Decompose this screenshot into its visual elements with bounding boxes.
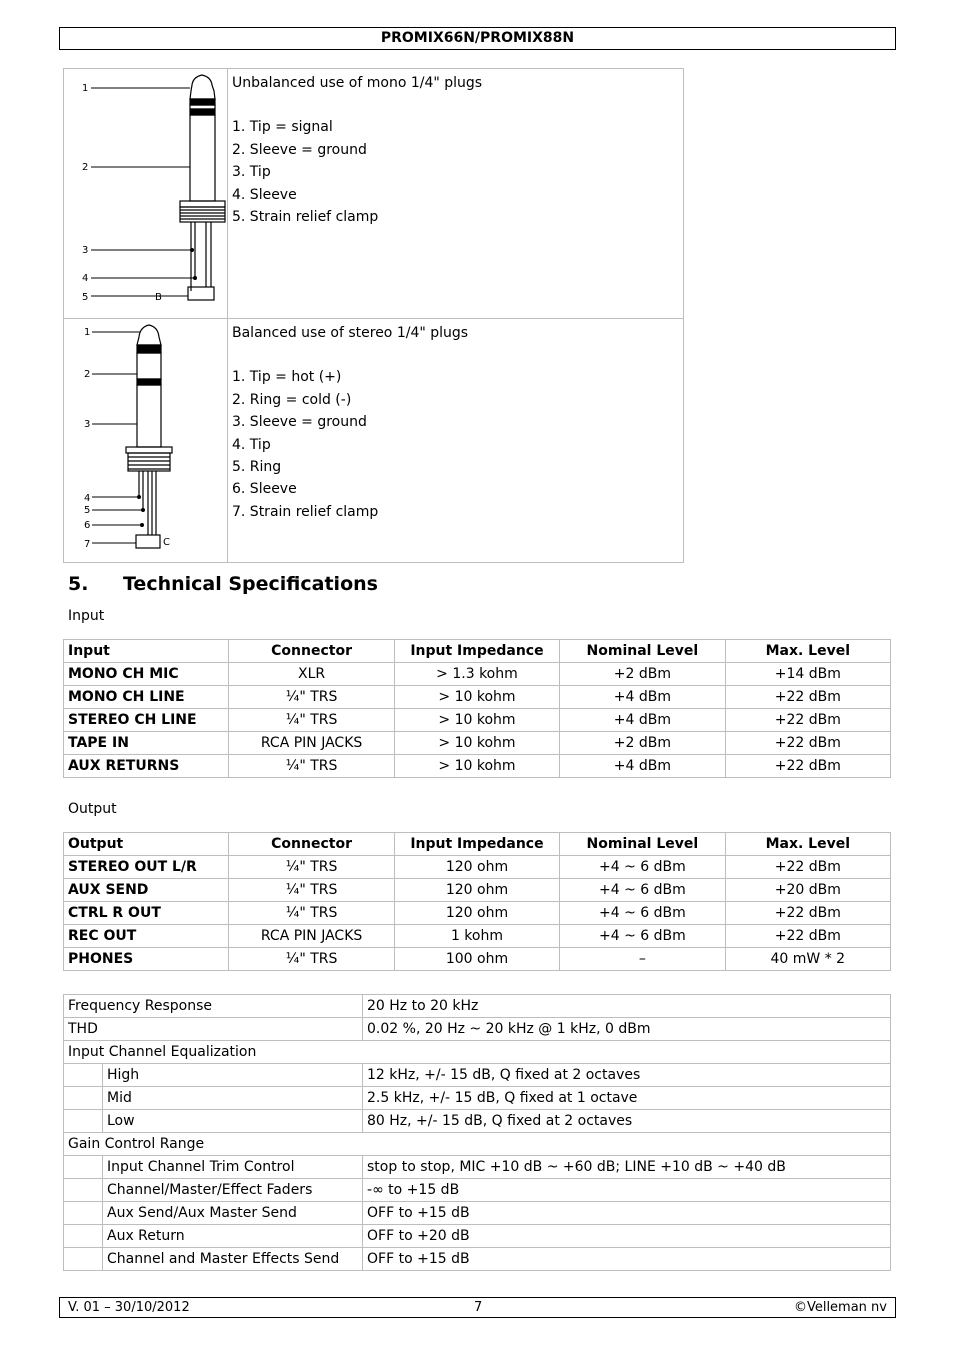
stereo-fig-num-5: 5	[84, 505, 91, 516]
output-label: Output	[68, 801, 117, 817]
output-cell: ¼" TRS	[229, 856, 394, 879]
stereo-fig-num-6: 6	[84, 520, 91, 531]
output-table-row	[64, 948, 891, 971]
stereo-fig-num-3: 3	[84, 419, 91, 430]
output-cell: ¼" TRS	[229, 902, 394, 925]
input-table-row	[64, 755, 891, 778]
spec-sub-label: Aux Return	[103, 1225, 363, 1248]
spec-value: OFF to +15 dB	[363, 1248, 891, 1271]
input-table-header	[64, 640, 891, 663]
input-cell: > 10 kohm	[394, 732, 559, 755]
spec-row	[64, 995, 891, 1018]
output-spec-table	[63, 832, 891, 971]
mono-item-2: 2. Sleeve = ground	[232, 141, 367, 158]
spec-value: 2.5 kHz, +/- 15 dB, Q fixed at 1 octave	[363, 1087, 891, 1110]
input-cell: ¼" TRS	[229, 755, 394, 778]
output-cell: RCA PIN JACKS	[229, 925, 394, 948]
header-title: PROMIX66N/PROMIX88N	[380, 30, 575, 46]
stereo-fig-num-2: 2	[84, 369, 91, 380]
spec-row	[64, 1156, 891, 1179]
output-cell: 120 ohm	[394, 879, 559, 902]
spec-sub-label: Channel and Master Effects Send	[103, 1248, 363, 1271]
input-table-row	[64, 686, 891, 709]
spec-value: OFF to +15 dB	[363, 1202, 891, 1225]
input-cell: MONO CH MIC	[64, 663, 229, 686]
output-col-header: Max. Level	[725, 833, 890, 856]
spec-indent	[64, 1248, 103, 1271]
input-col-header: Input Impedance	[394, 640, 559, 663]
spec-sub-label: Mid	[103, 1087, 363, 1110]
input-label: Input	[68, 608, 105, 624]
spec-indent	[64, 1110, 103, 1133]
stereo-item-6: 6. Sleeve	[232, 481, 297, 498]
page-header	[59, 27, 896, 50]
spec-sub-label: Low	[103, 1110, 363, 1133]
mono-item-3: 3. Tip	[232, 164, 271, 181]
spec-row	[64, 1110, 891, 1133]
output-cell: ¼" TRS	[229, 879, 394, 902]
mono-fig-num-2: 2	[82, 162, 89, 173]
spec-indent	[64, 1179, 103, 1202]
output-col-header: Connector	[229, 833, 394, 856]
input-cell: ¼" TRS	[229, 686, 394, 709]
mono-item-5: 5. Strain relief clamp	[232, 209, 379, 226]
output-cell: +4 ~ 6 dBm	[560, 925, 725, 948]
input-col-header: Connector	[229, 640, 394, 663]
output-table-row	[64, 902, 891, 925]
output-cell: CTRL R OUT	[64, 902, 229, 925]
stereo-fig-num-7: 7	[84, 539, 91, 550]
output-table-row	[64, 879, 891, 902]
spec-indent	[64, 1202, 103, 1225]
input-cell: +4 dBm	[560, 686, 725, 709]
output-cell: +22 dBm	[725, 856, 890, 879]
footer-version: V. 01 – 30/10/2012	[68, 1300, 190, 1315]
input-cell: MONO CH LINE	[64, 686, 229, 709]
mono-fig-num-1: 1	[82, 83, 89, 94]
output-cell: +4 ~ 6 dBm	[560, 879, 725, 902]
input-cell: ¼" TRS	[229, 709, 394, 732]
spec-sub-label: High	[103, 1064, 363, 1087]
section-heading	[68, 573, 378, 595]
input-cell: +22 dBm	[725, 732, 890, 755]
output-cell: STEREO OUT L/R	[64, 856, 229, 879]
input-cell: > 10 kohm	[394, 709, 559, 732]
section-number: 5.	[68, 573, 89, 595]
output-cell: ¼" TRS	[229, 948, 394, 971]
output-col-header: Nominal Level	[560, 833, 725, 856]
input-cell: > 10 kohm	[394, 686, 559, 709]
input-cell: RCA PIN JACKS	[229, 732, 394, 755]
spec-value: stop to stop, MIC +10 dB ~ +60 dB; LINE +10 dB ~ +40 dB	[363, 1156, 891, 1179]
input-cell: +22 dBm	[725, 709, 890, 732]
output-cell: +20 dBm	[725, 879, 890, 902]
spec-sub-label: Aux Send/Aux Master Send	[103, 1202, 363, 1225]
output-col-header: Output	[64, 833, 229, 856]
output-cell: AUX SEND	[64, 879, 229, 902]
input-cell: +4 dBm	[560, 709, 725, 732]
input-cell: +14 dBm	[725, 663, 890, 686]
spec-label: THD	[64, 1018, 363, 1041]
input-col-header: Max. Level	[725, 640, 890, 663]
spec-sub-label: Channel/Master/Effect Faders	[103, 1179, 363, 1202]
stereo-fig-num-1: 1	[84, 327, 91, 338]
input-spec-table	[63, 639, 891, 778]
output-cell: +4 ~ 6 dBm	[560, 902, 725, 925]
output-cell: PHONES	[64, 948, 229, 971]
stereo-item-4: 4. Tip	[232, 436, 271, 453]
spec-group-label: Input Channel Equalization	[64, 1041, 891, 1064]
spec-sub-label: Input Channel Trim Control	[103, 1156, 363, 1179]
output-cell: 100 ohm	[394, 948, 559, 971]
output-cell: 120 ohm	[394, 902, 559, 925]
input-col-header: Input	[64, 640, 229, 663]
spec-row	[64, 1202, 891, 1225]
input-cell: +22 dBm	[725, 755, 890, 778]
mono-fig-letter: B	[155, 292, 162, 303]
general-spec-table	[63, 994, 891, 1271]
stereo-plug-description	[228, 319, 684, 563]
spec-indent	[64, 1087, 103, 1110]
input-col-header: Nominal Level	[560, 640, 725, 663]
page-footer	[59, 1297, 896, 1318]
input-cell: +2 dBm	[560, 732, 725, 755]
spec-row	[64, 1133, 891, 1156]
stereo-plug-figure-cell	[64, 319, 228, 563]
input-table-row	[64, 732, 891, 755]
stereo-item-1: 1. Tip = hot (+)	[232, 369, 342, 386]
mono-item-1: 1. Tip = signal	[232, 119, 333, 136]
input-table-row	[64, 709, 891, 732]
spec-value: 12 kHz, +/- 15 dB, Q fixed at 2 octaves	[363, 1064, 891, 1087]
mono-item-4: 4. Sleeve	[232, 186, 297, 203]
spec-value: 80 Hz, +/- 15 dB, Q fixed at 2 octaves	[363, 1110, 891, 1133]
input-cell: TAPE IN	[64, 732, 229, 755]
spec-indent	[64, 1156, 103, 1179]
output-cell: +22 dBm	[725, 902, 890, 925]
output-cell: REC OUT	[64, 925, 229, 948]
output-cell: +22 dBm	[725, 925, 890, 948]
mono-fig-num-3: 3	[82, 245, 89, 256]
stereo-item-3: 3. Sleeve = ground	[232, 414, 367, 431]
mono-plug-description	[228, 69, 684, 319]
stereo-plug-caption: Balanced use of stereo 1/4" plugs	[232, 325, 469, 341]
spec-value: 0.02 %, 20 Hz ~ 20 kHz @ 1 kHz, 0 dBm	[363, 1018, 891, 1041]
spec-label: Frequency Response	[64, 995, 363, 1018]
spec-value: 20 Hz to 20 kHz	[363, 995, 891, 1018]
spec-row	[64, 1018, 891, 1041]
output-cell: 1 kohm	[394, 925, 559, 948]
stereo-fig-num-4: 4	[84, 493, 91, 504]
spec-row	[64, 1179, 891, 1202]
output-cell: –	[560, 948, 725, 971]
spec-row	[64, 1064, 891, 1087]
mono-fig-num-5: 5	[82, 292, 89, 303]
spec-row	[64, 1041, 891, 1064]
stereo-item-5: 5. Ring	[232, 459, 282, 476]
stereo-item-2: 2. Ring = cold (-)	[232, 391, 352, 408]
plug-row-stereo	[64, 319, 684, 563]
output-table-header	[64, 833, 891, 856]
input-cell: > 1.3 kohm	[394, 663, 559, 686]
plug-table	[63, 68, 684, 563]
input-cell: +2 dBm	[560, 663, 725, 686]
spec-row	[64, 1087, 891, 1110]
spec-indent	[64, 1064, 103, 1087]
spec-row	[64, 1248, 891, 1271]
input-cell: AUX RETURNS	[64, 755, 229, 778]
section-title: Technical Specifications	[123, 573, 378, 595]
input-cell: +4 dBm	[560, 755, 725, 778]
mono-fig-num-4: 4	[82, 273, 89, 284]
mono-plug-figure-cell	[64, 69, 228, 319]
input-cell: XLR	[229, 663, 394, 686]
input-cell: +22 dBm	[725, 686, 890, 709]
stereo-fig-letter: C	[163, 537, 170, 548]
footer-copyright: ©Velleman nv	[793, 1300, 887, 1315]
output-cell: 40 mW * 2	[725, 948, 890, 971]
plug-row-mono	[64, 69, 684, 319]
spec-group-label: Gain Control Range	[64, 1133, 891, 1156]
spec-value: OFF to +20 dB	[363, 1225, 891, 1248]
footer-page-number: 7	[474, 1300, 483, 1315]
input-table-row	[64, 663, 891, 686]
spec-value: -∞ to +15 dB	[363, 1179, 891, 1202]
mono-plug-diagram	[64, 69, 227, 314]
output-table-row	[64, 925, 891, 948]
input-cell: > 10 kohm	[394, 755, 559, 778]
output-col-header: Input Impedance	[394, 833, 559, 856]
output-table-row	[64, 856, 891, 879]
mono-plug-caption: Unbalanced use of mono 1/4" plugs	[232, 75, 483, 91]
stereo-plug-diagram	[64, 319, 227, 558]
output-cell: 120 ohm	[394, 856, 559, 879]
input-cell: STEREO CH LINE	[64, 709, 229, 732]
output-cell: +4 ~ 6 dBm	[560, 856, 725, 879]
spec-indent	[64, 1225, 103, 1248]
spec-row	[64, 1225, 891, 1248]
stereo-item-7: 7. Strain relief clamp	[232, 503, 379, 520]
